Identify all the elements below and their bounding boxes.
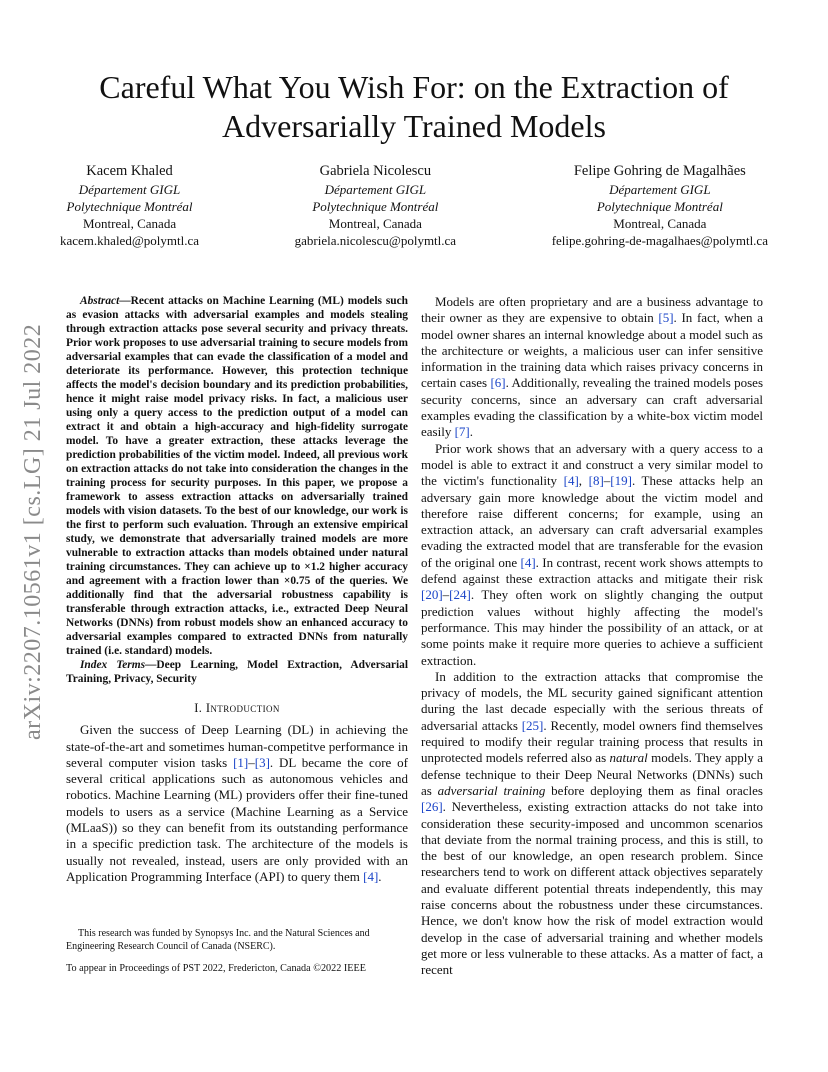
text: – [603,473,611,489]
body-paragraph [421,441,763,669]
author-block [60,162,768,249]
author-name: Felipe Gohring de Magalhães [573,163,746,179]
author-institution: Polytechnique Montréal [596,199,723,214]
paper-title: Careful What You Wish For: on the Extraction of Adversarially Trained Models [99,69,729,144]
citation-link[interactable]: [8] [588,473,604,489]
arxiv-identifier: arXiv:2207.10561v1 [cs.LG] 21 Jul 2022 [20,323,46,740]
text: . Nevertheless, existing extraction attacks do not take into consideration these security-imposed and uncommon scenarios that deviate from the normal training process, and this is still, to the best of our knowledge, an open research problem. Since researchers tend to work on different attack objectives separately and evaluate different potential threats independently, this may raise concerns about the robustness under these circumstances. Hence, we don't know how the risk of model extraction would develop in the case of adversarial training and whether models get more or less vulnerable to these attacks. As a matter of fact, a recent [421,799,763,978]
text: In addition to the extraction attacks that compromise the privacy of models, the ML security gained significant attention during the last decade especially with the serious threats of adversarial attacks [421,668,763,733]
section-heading [66,700,408,716]
author-department: Département GIGL [78,182,181,197]
citation-link[interactable]: [4] [563,473,579,489]
publication-note: To appear in Proceedings of PST 2022, Fredericton, Canada ©2022 IEEE [66,963,366,974]
citation-link[interactable]: [25] [521,717,544,733]
author-email: gabriela.nicolescu@polymtl.ca [294,233,457,248]
index-terms-label: Index Terms [80,659,146,671]
citation-link[interactable]: [3] [254,754,270,770]
section-number: I. [194,701,206,715]
text: models. They apply a defense technique to their Deep Neural Networks (DNNs) such as [421,750,763,798]
author-institution: Polytechnique Montréal [66,199,193,214]
emphasis-text: natural [609,750,648,766]
text: . Recently, model owners find themselves required to modify their regular training process that results in unprotected models referred also as [421,717,763,766]
author-location: Montreal, Canada [328,216,422,231]
section-title: Introduction [205,701,280,715]
left-column [66,294,408,885]
author-location: Montreal, Canada [82,216,177,231]
index-terms [66,658,408,686]
citation-link[interactable]: [7] [454,424,470,440]
citation-link[interactable]: [5] [658,310,674,326]
intro-paragraph [66,722,408,885]
author-email: kacem.khaled@polymtl.ca [60,233,200,248]
text: . Additionally, revealing the trained models poses security concerns, since an adversary can craft adversarial examples evading the classification by a white-box victim model easily [421,375,764,440]
body-paragraph [421,669,763,979]
citation-link[interactable]: [20] [421,587,443,603]
citation-link[interactable]: [19] [610,473,632,489]
citation-link[interactable]: [1] [233,754,249,770]
abstract-text: —Recent attacks on Machine Learning (ML) models such as evasion attacks with adversarial examples and models stealing through extraction attacks pose several security and privacy threats. Prior work proposes to use adversarial training to secure models from adversarial examples that can evade the classification of a model and deteriorate its performance. However, this protection technique affects the model's decision boundary and its prediction probabilities, hence it might raise model privacy risks. In fact, a malicious user using only a query access to the prediction output of a model can extract it and obtain a high-accuracy and high-fidelity surrogate model. To have a greater extraction, these attacks leverage the prediction probabilities of the victim model. Indeed, all previous work on extraction attacks do not take into consideration the changes in the training process for security purposes. In this paper, we propose a framework to assess extraction attacks on adversarially trained models with vision datasets. To the best of our knowledge, our work is the first to perform such evaluation. Through an extensive empirical study, we demonstrate that adversarially trained models are more vulnerable to extraction attacks than models obtained under natural training circumstances. They can achieve up to ×1.2 higher accuracy and agreement with a fraction lower than ×0.75 of the queries. We additionally find that the adversarial robustness capability is transferable through extraction attacks, i.e., extracted Deep Neural Networks (DNNs) from robust models show an enhanced accuracy to adversarial examples compared to extracted DNNs from naturally trained (i.e. standard) models. [66,295,408,657]
text: . These attacks help an adversary gain more knowledge about the victim model and therefore raise different concerns; for example, using an extraction attack, an adversary can craft adversarial examples evading the extracted model that are transferable for the evasion of the original one [421,473,763,570]
author-department: Département GIGL [324,182,427,197]
funding-footnote: This research was funded by Synopsys Inc. and the Natural Sciences and Engineering Research Council of Canada (NSERC). [66,928,370,952]
abstract [66,294,408,658]
body-paragraph [421,294,763,441]
author-name: Kacem Khaled [86,163,173,179]
author-1 [60,162,199,249]
text: , [578,473,589,489]
text: . [469,424,473,440]
author-location: Montreal, Canada [613,216,707,231]
abstract-label: Abstract [80,295,120,307]
text: – [248,754,255,770]
index-terms-text: —Deep Learning, Model Extraction, Adversarial Training, Privacy, Security [66,659,408,685]
text: Models are often proprietary and are a business advantage to their owner as they are expensive to obtain [421,294,763,326]
author-2 [295,162,456,249]
text: . DL became the core of several critical applications such as autonomous vehicles and robotics. Machine Learning (ML) providers offer their fine-tuned models to users as a service (Machine Learning as a Service (MLaaS)) so they can benefit from its outstanding performance in a specific prediction task. The architecture of the models is usually not revealed, instead, users are only provided with an Application Programming Interface (API) to query them [66,754,408,884]
text: Given the success of Deep Learning (DL) in achieving the state-of-the-art and sometimes human-competitve performance in several computer vision tasks [66,722,408,770]
text: Prior work shows that an adversary with a query access to a model is able to extract it and construct a very similar model to the victim's functionality [421,440,763,489]
author-department: Département GIGL [609,182,711,197]
text: . In contrast, recent work shows attempts to defend against these extraction attacks and mitigate their risk [421,554,763,587]
emphasis-text: adversarial training [437,782,546,798]
text: . [378,868,382,884]
citation-link[interactable]: [24] [449,587,471,603]
author-3 [552,162,768,249]
author-name: Gabriela Nicolescu [319,163,432,179]
citation-link[interactable]: [4] [520,554,536,570]
text: . They often work on slightly changing the output prediction values without highly affecting the model's performance. This may hinder the possibility of an attack, or at some points make it require more queries to achieve a sufficient extraction. [421,587,763,668]
text: . In fact, when a model owner shares an internal knowledge about a model such as the architecture or weights, a malicious user can infer sensitive information in the training data which raises privacy concerns in certain cases [421,310,763,391]
author-institution: Polytechnique Montréal [312,199,439,214]
text: – [442,587,450,603]
citation-link[interactable]: [6] [490,375,506,391]
citation-link[interactable]: [4] [363,868,379,884]
text: before deploying them as final oracles [545,782,763,798]
right-column [421,294,763,978]
citation-link[interactable]: [26] [421,799,443,815]
author-email: felipe.gohring-de-magalhaes@polymtl.ca [551,233,768,248]
